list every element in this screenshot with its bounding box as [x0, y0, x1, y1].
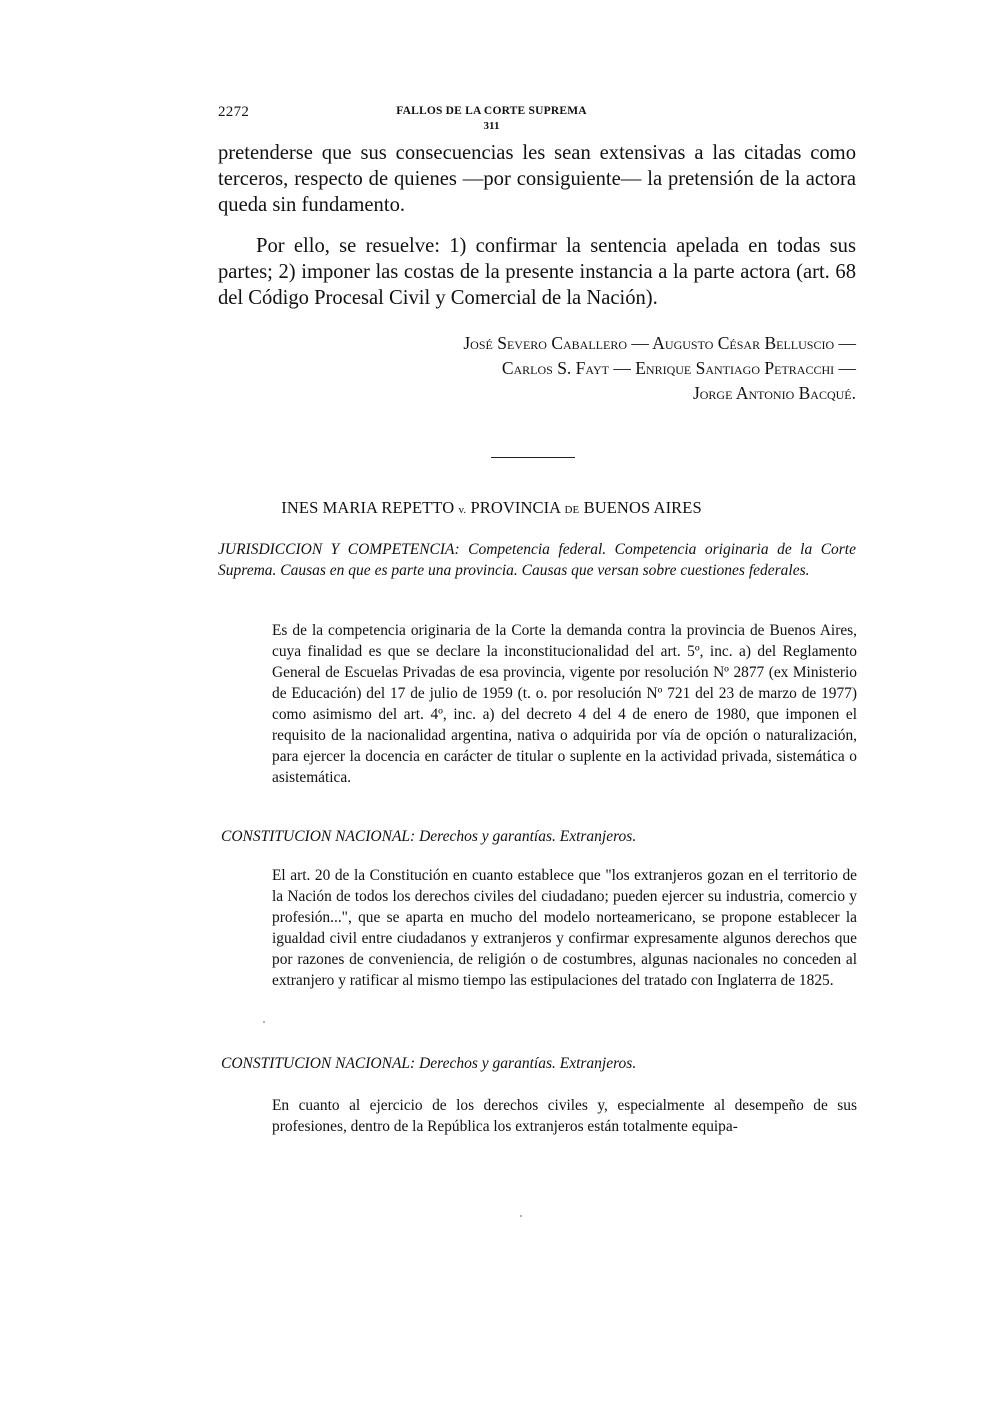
case-versus: v.	[458, 504, 467, 516]
signatures-block	[300, 331, 856, 406]
summary-3: En cuanto al ejercicio de los derechos civiles y, especialmente al desempeño de sus profesiones, dentro de la República los extranjeros están totalmente equipa-	[272, 1097, 857, 1135]
section-divider	[491, 457, 575, 458]
case-title	[0, 498, 983, 518]
running-title: FALLOS DE LA CORTE SUPREMA	[396, 105, 587, 117]
case-party-1: INES MARIA REPETTO	[281, 498, 455, 517]
headnote-1	[218, 539, 856, 581]
signature-line-1: José Severo Caballero — Augusto César Belluscio —	[463, 333, 856, 353]
page-number: 2272	[218, 104, 250, 120]
volume-number: 311	[483, 120, 500, 132]
scan-speck	[263, 1021, 265, 1023]
headnote-3	[221, 1053, 851, 1074]
headnote-2-heading: CONSTITUCION NACIONAL:	[221, 828, 416, 845]
case-party-2-prefix: PROVINCIA	[470, 498, 561, 517]
headnote-1-topics: Competencia federal. Competencia originaria de la Corte Suprema. Causas en que es parte una provincia. Causas que versan sobre cuestiones federales.	[218, 541, 856, 579]
headnote-2-topics: Derechos y garantías. Extranjeros.	[419, 828, 637, 845]
scan-speck	[520, 1215, 522, 1217]
body-paragraph-1: pretenderse que sus consecuencias les sean extensivas a las citadas como terceros, respecto de quienes —por consiguiente— la pretensión de la actora queda sin fundamento.	[218, 142, 856, 216]
signature-line-3: Jorge Antonio Bacqué.	[692, 383, 856, 403]
headnote-3-heading: CONSTITUCION NACIONAL:	[221, 1055, 416, 1072]
signature-line-2: Carlos S. Fayt — Enrique Santiago Petracchi —	[501, 358, 856, 378]
summary-2: El art. 20 de la Constitución en cuanto establece que "los extranjeros gozan en el territorio de la Nación de todos los derechos civiles del ciudadano; pueden ejercer su industria, comercio y profesión...", que se aparta en mucho del modelo norteamericano, se propone establecer la igualdad civil entre ciudadanos y extranjeros y confirmar expresamente algunos derechos que por razones de conveniencia, de religión o de costumbres, algunas nacionales no conceden al extranjero y ratificar al mismo tiempo las estipulaciones del tratado con Inglaterra de 1825.	[272, 867, 857, 989]
case-party-2-suffix: BUENOS AIRES	[583, 498, 702, 517]
headnote-2	[221, 826, 851, 847]
body-paragraph-2: Por ello, se resuelve: 1) confirmar la sentencia apelada en todas sus partes; 2) imponer las costas de la presente instancia a la parte actora (art. 68 del Código Procesal Civil y Comercial de la Nación).	[218, 235, 856, 309]
headnote-3-topics: Derechos y garantías. Extranjeros.	[419, 1055, 637, 1072]
headnote-1-heading: JURISDICCION Y COMPETENCIA:	[218, 541, 460, 558]
case-connector: DE	[564, 504, 580, 516]
summary-1: Es de la competencia originaria de la Corte la demanda contra la provincia de Buenos Aires, cuya finalidad es que se declare la inconstitucionalidad del art. 5º, inc. a) del Reglamento General de Escuelas Privadas de esa provincia, vigente por resolución Nº 2877 (ex Ministerio de Educación) del 17 de julio de 1959 (t. o. por resolución Nº 721 del 23 de marzo de 1977) como asimismo del art. 4º, inc. a) del decreto 4 del 4 de enero de 1980, que imponen el requisito de la nacionalidad argentina, nativa o adquirida por vía de opción o naturalización, para ejercer la docencia en carácter de titular o suplente en la actividad privada, sistemática o asistemática.	[272, 622, 857, 786]
